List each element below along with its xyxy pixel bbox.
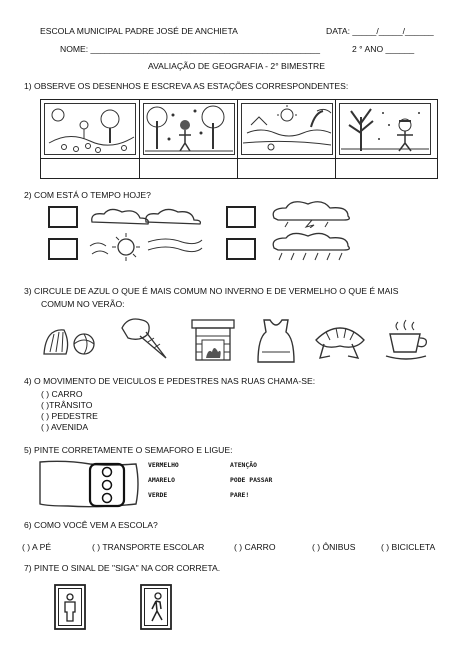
storm-cloud-icon (268, 198, 358, 228)
ice-cream-icon (118, 316, 172, 362)
spring-scene-icon (44, 103, 136, 155)
rain-cloud-icon (268, 232, 358, 262)
question-2: 2) COM ESTÁ O TEMPO HOJE? (24, 190, 151, 200)
option-a-pe[interactable]: ( ) A PÉ (22, 542, 52, 552)
fireplace-icon (190, 318, 236, 362)
tank-top-icon (254, 318, 298, 364)
scarf-icon (312, 320, 368, 360)
color-yellow-label: AMARELO (148, 476, 175, 484)
option-transporte-escolar[interactable]: ( ) TRANSPORTE ESCOLAR (92, 542, 205, 552)
answer-box-4[interactable] (226, 238, 256, 260)
question-3-line-2: COMUM NO VERÃO: (41, 299, 125, 309)
grade-field[interactable]: 2 ° ANO ______ (352, 44, 415, 54)
option-carro[interactable]: ( ) CARRO (41, 389, 83, 399)
option-pedestre[interactable]: ( ) PEDESTRE (41, 411, 98, 421)
answer-box-1[interactable] (48, 206, 78, 228)
test-title: AVALIAÇÃO DE GEOGRAFIA - 2° BIMESTRE (148, 61, 325, 71)
option-carro-escola[interactable]: ( ) CARRO (234, 542, 276, 552)
question-4: 4) O MOVIMENTO DE VEICULOS E PEDESTRES NAS RUAS CHAMA-SE: (24, 376, 316, 386)
option-avenida[interactable]: ( ) AVENIDA (41, 422, 89, 432)
meaning-stop-label: PARE! (230, 491, 250, 499)
option-onibus[interactable]: ( ) ÔNIBUS (312, 542, 356, 552)
cloudy-icon (86, 204, 206, 228)
answer-box-3[interactable] (226, 206, 256, 228)
question-7: 7) PINTE O SINAL DE "SIGA" NA COR CORRETA. (24, 563, 221, 573)
question-5: 5) PINTE CORRETAMENTE O SEMAFORO E LIGUE: (24, 445, 233, 455)
option-transito[interactable]: ( )TRÂNSITO (41, 400, 93, 410)
summer-scene-icon (241, 103, 333, 155)
color-red-label: VERMELHO (148, 461, 179, 469)
seasons-table (40, 99, 438, 179)
windy-sun-icon (86, 232, 206, 262)
question-3-line-1: 3) CIRCULE DE AZUL O QUE É MAIS COMUM NO INVERNO E DE VERMELHO O QUE É MAIS (24, 286, 399, 296)
student-name-field[interactable]: NOME: ________________________________________________ (60, 44, 320, 54)
option-bicicleta[interactable]: ( ) BICICLETA (381, 542, 436, 552)
school-name: ESCOLA MUNICIPAL PADRE JOSÉ DE ANCHIETA (40, 26, 238, 36)
date-field[interactable]: DATA: _____/_____/______ (326, 26, 434, 36)
question-6: 6) COMO VOCÊ VEM A ESCOLA? (24, 520, 158, 530)
winter-scene-icon (339, 103, 431, 155)
question-1: 1) OBSERVE OS DESENHOS E ESCREVA AS ESTAÇÕES CORRESPONDENTES: (24, 81, 349, 91)
meaning-go-label: PODE PASSAR (230, 476, 273, 484)
traffic-light-icon (38, 458, 142, 510)
hot-drink-icon (384, 318, 430, 360)
autumn-scene-icon (143, 103, 235, 155)
pedestrian-stop-icon (54, 584, 86, 630)
answer-box-2[interactable] (48, 238, 78, 260)
pedestrian-walk-icon (140, 584, 172, 630)
beach-items-icon (40, 322, 100, 360)
meaning-attention-label: ATENÇÃO (230, 461, 257, 469)
color-green-label: VERDE (148, 491, 168, 499)
